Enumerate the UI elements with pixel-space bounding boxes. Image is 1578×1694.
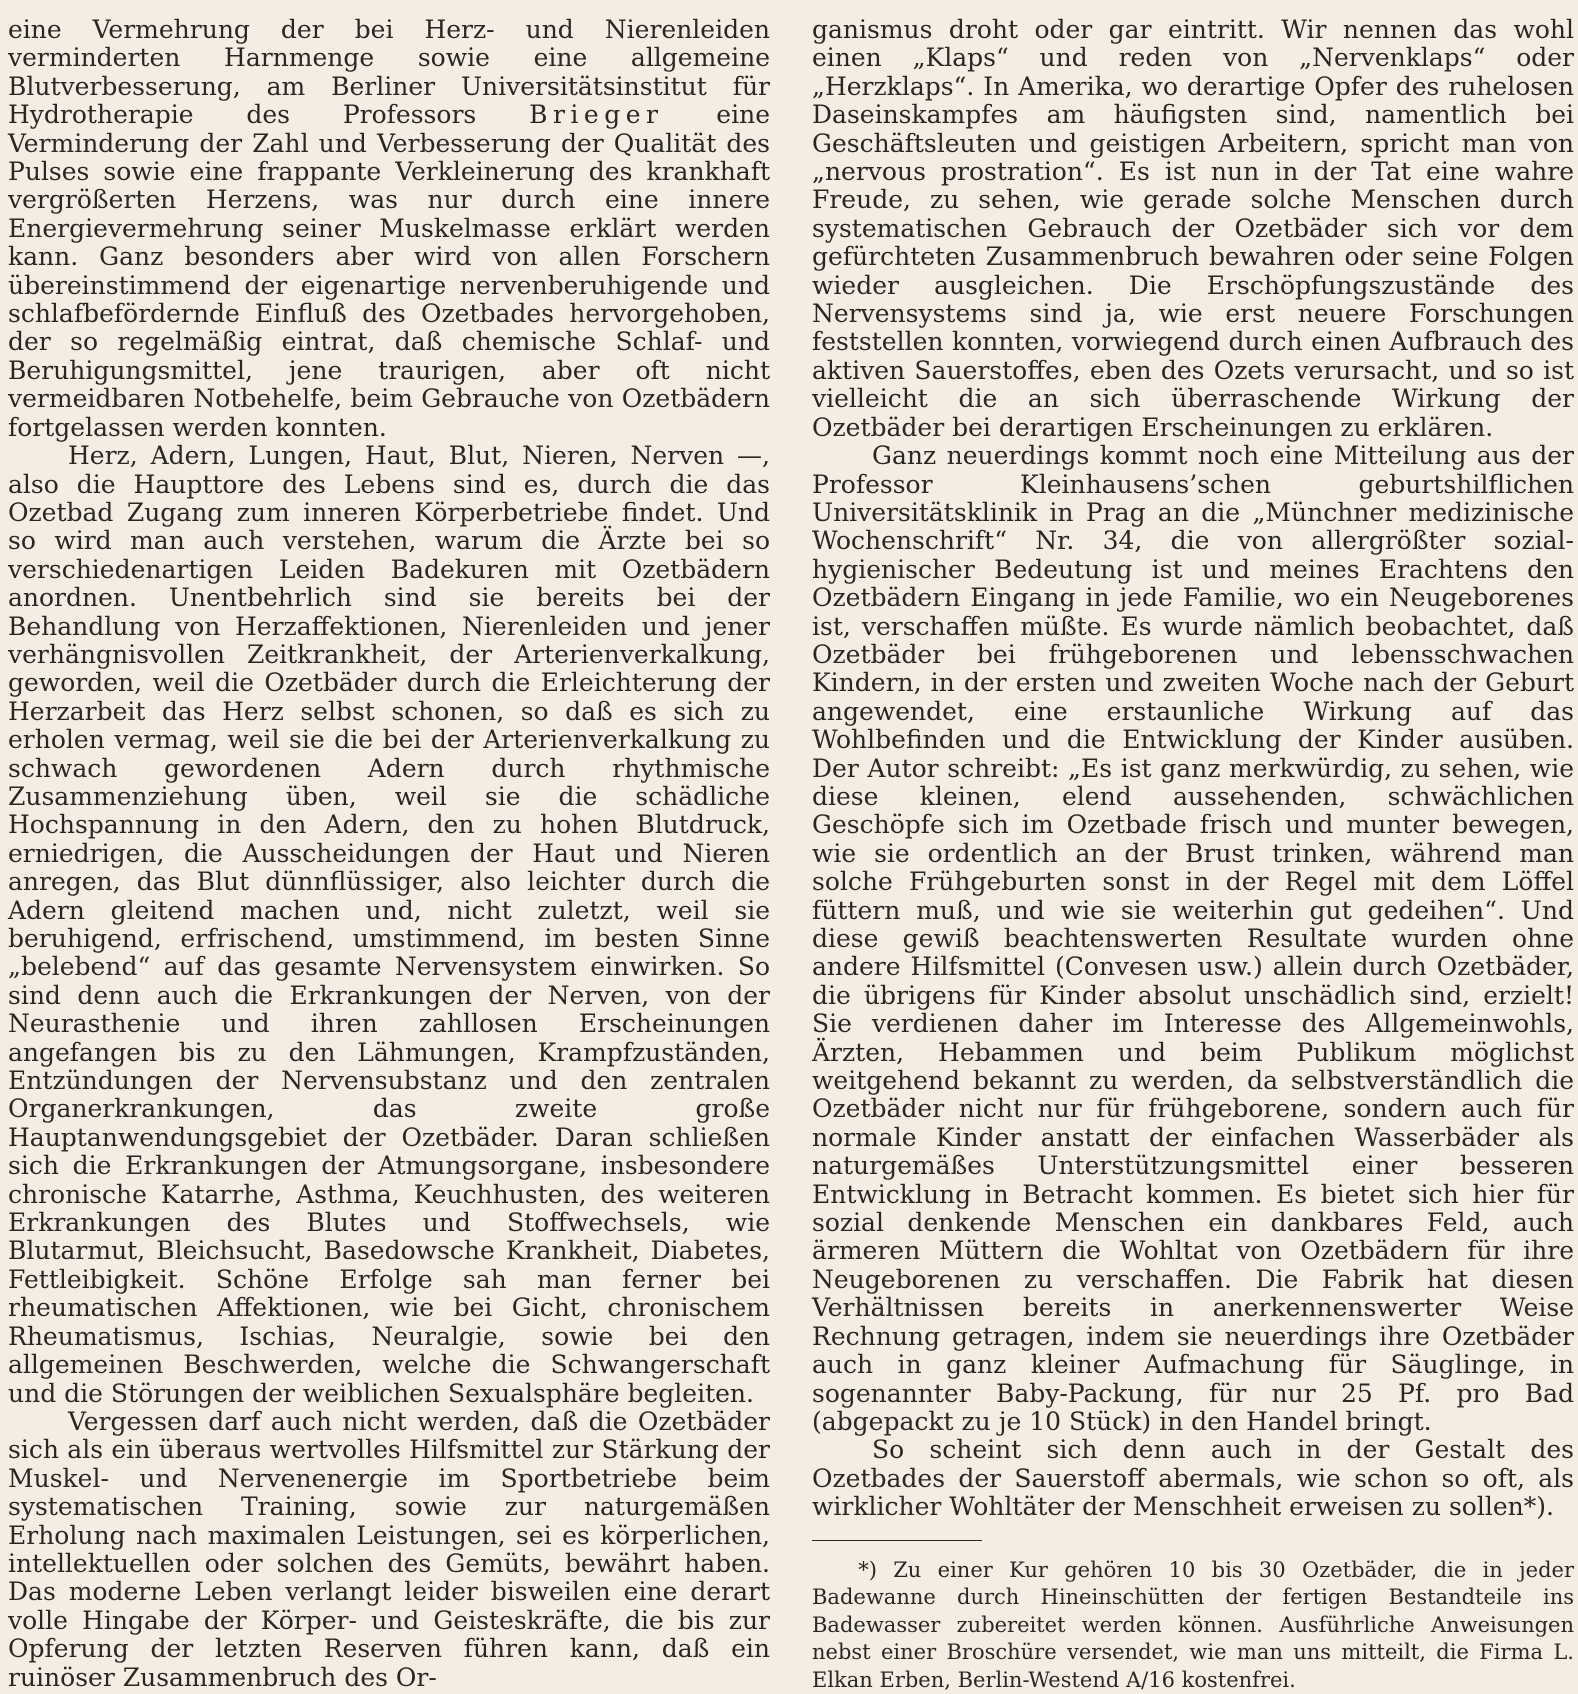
footnote: *) Zu einer Kur gehören 10 bis 30 Ozetbäder, die in jeder Badewanne durch Hineinschütten der fertigen Bestandteile ins Badewasser zubereitet werden können. Ausführliche Anweisungen nebst einer Broschüre versendet, wie man uns mitteilt, die Firma L. Elkan Erben, Berlin-Westend A/16 kostenfrei. xyxy=(812,1557,1574,1692)
left-paragraph-1-rest: eine Verminderung der Zahl und Verbesserung der Qualität des Pulses sowie eine frappante Verkleinerung des krankhaft vergrößerten Herzens, was nur durch eine innere Energievermehrung seiner Muskelmasse erklärt werden kann. Ganz besonders aber wird von allen Forschern übereinstimmend der eigenartige nervenberuhigende und schlafbefördernde Einfluß des Ozetbades hervorgehoben, der so regelmäßig eintrat, daß chemische Schlaf- und Beruhigungsmittel, jene traurigen, aber oft nicht vermeidbaren Notbehelfe, beim Gebrauche von Ozetbädern fortgelassen werden konnten. xyxy=(8,100,770,442)
right-column xyxy=(812,16,1574,1694)
left-paragraph-3: Vergessen darf auch nicht werden, daß die Ozetbäder sich als ein überaus wertvolles Hilfsmittel zur Stärkung der Muskel- und Nervenenergie im Sportbetriebe beim systematischen Training, sowie zur naturgemäßen Erholung nach maximalen Leistungen, sei es körperlichen, intellektuellen oder solchen des Gemüts, bewährt haben. Das moderne Leben verlangt leider bisweilen eine derart volle Hingabe der Körper- und Geisteskräfte, die bis zur Opferung der letzten Reserven führen kann, daß ein ruinöser Zusammenbruch des Or- xyxy=(8,1406,770,1692)
left-paragraph-1 xyxy=(8,16,770,442)
left-paragraph-1-text: eine Vermehrung der bei Herz- und Nierenleiden verminderten Harnmenge sowie eine allgemeine Blutverbesserung, am Berliner Universitätsinstitut für Hydrotherapie des Professors xyxy=(8,15,770,130)
footnote-divider xyxy=(812,1540,982,1541)
right-paragraph-2: Ganz neuerdings kommt noch eine Mitteilung aus der Professor Kleinhausens’schen geburtshilflichen Universitätsklinik in Prag an die „Münchner medizinische Wochenschrift“ Nr. 34, die von allergrößter sozial-hygienischer Bedeutung ist und meines Erachtens den Ozetbädern Eingang in jede Familie, wo ein Neugeborenes ist, verschaffen müßte. Es wurde nämlich beobachtet, daß Ozetbäder bei frühgeborenen und lebensschwachen Kindern, in der ersten und zweiten Woche nach der Geburt angewendet, eine erstaunliche Wirkung auf das Wohlbefinden und die Entwicklung der Kinder ausüben. Der Autor schreibt: „Es ist ganz merkwürdig, zu sehen, wie diese kleinen, elend aussehenden, schwächlichen Geschöpfe sich im Ozetbade frisch und munter bewegen, wie sie ordentlich an der Brust trinken, während man solche Frühgeburten sonst in der Regel mit dem Löffel füttern muß, und wie sie weiterhin gut gedeihen“. Und diese gewiß beachtenswerten Resultate wurden ohne andere Hilfsmittel (Convesen usw.) allein durch Ozetbäder, die übrigens für Kinder absolut unschädlich sind, erzielt! Sie verdienen daher im Interesse des Allgemeinwohls, Ärzten, Hebammen und beim Publikum möglichst weitgehend bekannt zu werden, da selbstverständlich die Ozetbäder nicht nur für frühgeborene, sondern auch für normale Kinder anstatt der einfachen Wasserbäder als naturgemäßes Unterstützungsmittel einer besseren Entwicklung in Betracht kommen. Es bietet sich hier für sozial denkende Menschen ein dankbares Feld, auch ärmeren Müttern die Wohltat von Ozetbädern für ihre Neugeborenen zu verschaffen. Die Fabrik hat diesen Verhältnissen bereits in anerkennenswerter Weise Rechnung getragen, indem sie neuerdings ihre Ozetbäder auch in ganz kleiner Aufmachung für Säuglinge, in sogenannter Baby-Packung, für nur 25 Pf. pro Bad (abgepackt zu je 10 Stück) in den Handel bringt. xyxy=(812,441,1574,1436)
left-column xyxy=(8,16,770,1692)
name-brieger: Brieger xyxy=(529,100,664,130)
right-paragraph-3: So scheint sich denn auch in der Gestalt des Ozetbades der Sauerstoff abermals, wie schon so oft, als wirklicher Wohltäter der Menschheit erweisen zu sollen*). xyxy=(812,1435,1574,1522)
left-paragraph-2: Herz, Adern, Lungen, Haut, Blut, Nieren, Nerven —, also die Haupttore des Lebens sind es, durch die das Ozetbad Zugang zum inneren Körperbetriebe findet. Und so wird man auch verstehen, warum die Ärzte bei so verschiedenartigen Leiden Badekuren mit Ozetbädern anordnen. Unentbehrlich sind sie bereits bei der Behandlung von Herzaffektionen, Nierenleiden und jener verhängnisvollen Zeitkrankheit, der Arterienverkalkung, geworden, weil die Ozetbäder durch die Erleichterung der Herzarbeit das Herz selbst schonen, so daß es sich zu erholen vermag, weil sie die bei der Arterienverkalkung zu schwach gewordenen Adern durch rhythmische Zusammenziehung üben, weil sie die schädliche Hochspannung in den Adern, den zu hohen Blutdruck, erniedrigen, die Ausscheidungen der Haut und Nieren anregen, das Blut dünnflüssiger, also leichter durch die Adern gleitend machen und, nicht zuletzt, weil sie beruhigend, erfrischend, umstimmend, im besten Sinne „belebend“ auf das gesamte Nervensystem einwirken. So sind denn auch die Erkrankungen der Nerven, von der Neurasthenie und ihren zahllosen Erscheinungen angefangen bis zu den Lähmungen, Krampfzuständen, Entzündungen der Nervensubstanz und den zentralen Organerkrankungen, das zweite große Hauptanwendungsgebiet der Ozetbäder. Daran schließen sich die Erkrankungen der Atmungsorgane, insbesondere chronische Katarrhe, Asthma, Keuchhusten, des weiteren Erkrankungen des Blutes und Stoffwechsels, wie Blutarmut, Bleichsucht, Basedowsche Krankheit, Diabetes, Fettleibigkeit. Schöne Erfolge sah man ferner bei rheumatischen Affektionen, wie bei Gicht, chronischem Rheumatismus, Ischias, Neuralgie, sowie bei den allgemeinen Beschwerden, welche die Schwangerschaft und die Störungen der weiblichen Sexualsphäre begleiten. xyxy=(8,441,770,1408)
right-paragraph-1: ganismus droht oder gar eintritt. Wir nennen das wohl einen „Klaps“ und reden von „Nervenklaps“ oder „Herzklaps“. In Amerika, wo derartige Opfer des ruhelosen Daseinskampfes am häufigsten sind, namentlich bei Geschäftsleuten und geistigen Arbeitern, spricht man von „nervous prostration“. Es ist nun in der Tat eine wahre Freude, zu sehen, wie gerade solche Menschen durch systematischen Gebrauch der Ozetbäder sich vor dem gefürchteten Zusammenbruch bewahren oder seine Folgen wieder ausgleichen. Die Erschöpfungszustände des Nervensystems sind ja, wie erst neuere Forschungen feststellen konnten, vorwiegend durch einen Aufbrauch des aktiven Sauerstoffes, eben des Ozets verursacht, und so ist vielleicht die an sich überraschende Wirkung der Ozetbäder bei derartigen Erscheinungen zu erklären. xyxy=(812,15,1574,442)
